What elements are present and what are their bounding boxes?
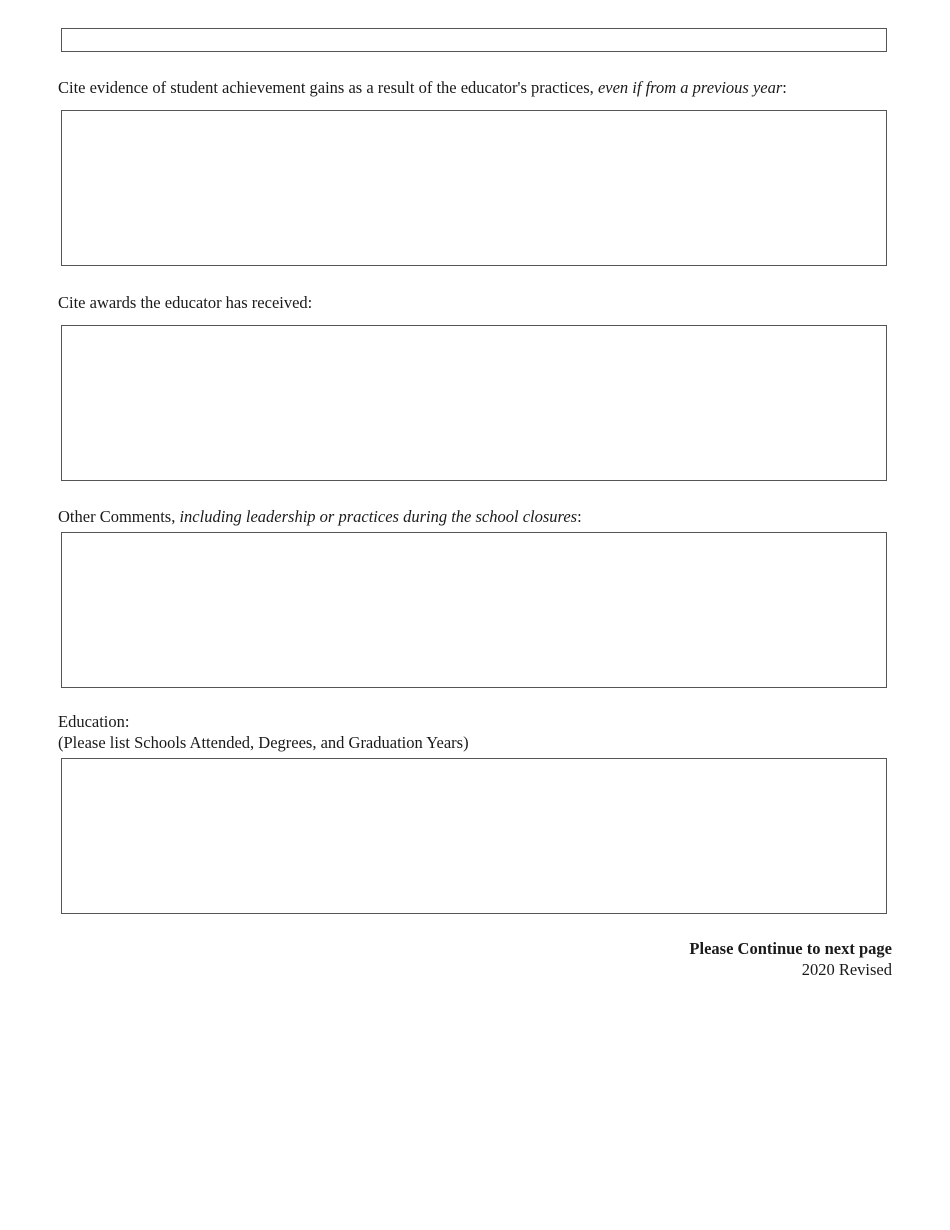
previous-field-box[interactable] <box>61 28 887 52</box>
awards-label: Cite awards the educator has received: <box>58 293 313 312</box>
evidence-label-italic: even if from a previous year <box>597 78 783 97</box>
evidence-field-box[interactable] <box>61 110 887 266</box>
revision-note: 2020 Revised <box>801 960 892 979</box>
evidence-label-text: Cite evidence of student achievement gains as a result of the educator's practices, <box>58 78 598 97</box>
awards-field-box[interactable] <box>61 325 887 481</box>
evidence-label <box>58 77 787 98</box>
comments-field-box[interactable] <box>61 532 887 688</box>
education-sublabel: (Please list Schools Attended, Degrees, and Graduation Years) <box>58 733 469 752</box>
comments-label-text: Other Comments, <box>58 507 180 526</box>
comments-label-suffix: : <box>577 507 582 526</box>
comments-label <box>58 506 582 527</box>
education-field-box[interactable] <box>61 758 887 914</box>
comments-label-italic: including leadership or practices during the school closures <box>179 507 578 526</box>
evidence-label-suffix: : <box>782 78 787 97</box>
continue-note: Please Continue to next page <box>689 939 892 958</box>
education-label: Education: <box>58 712 130 731</box>
